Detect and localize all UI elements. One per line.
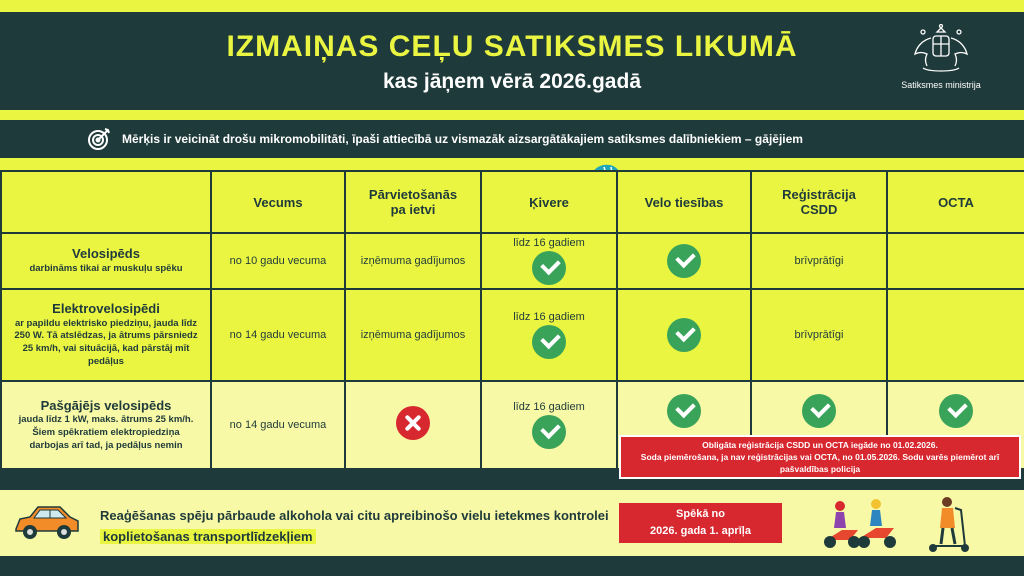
age-cell: no 14 gadu vecuma	[211, 289, 345, 381]
effective-label: Spēkā no	[676, 508, 725, 520]
effective-date-badge	[619, 503, 782, 543]
check-icon	[802, 394, 836, 428]
row-name: Pašgājējs velosipēds	[40, 397, 172, 413]
header-license: Velo tiesības	[617, 171, 751, 233]
cross-icon	[396, 406, 430, 440]
goal-bottom-stripe	[0, 158, 1024, 170]
ministry-name: Satiksmes ministrija	[901, 80, 981, 90]
helmet-cell	[481, 233, 617, 289]
table-row-ebike	[1, 289, 1024, 381]
header-bottom-stripe	[0, 110, 1024, 120]
scooter-rider-icon	[925, 494, 975, 554]
check-icon	[667, 244, 701, 278]
helmet-cell	[481, 381, 617, 469]
row-description: darbināms tikai ar muskuļu spēku	[29, 262, 183, 274]
page-title: IZMAIŅAS CEĻU SATIKSMES LIKUMĀ	[226, 30, 798, 63]
top-stripe	[0, 0, 1024, 12]
header-sidewalk: Pārvietošanās pa ietvi	[345, 171, 481, 233]
header-age: Vecums	[211, 171, 345, 233]
row-label-speed-pedelec	[1, 381, 211, 469]
header-octa: OCTA	[887, 171, 1024, 233]
check-icon	[532, 415, 566, 449]
age-cell: no 14 gadu vecuma	[211, 381, 345, 469]
helmet-note: līdz 16 gadiem	[513, 311, 585, 323]
row-description: jauda līdz 1 kW, maks. ātrums 25 km/h. Šiem spēkratiem elektropiedziņa darbojas arī tad, ja pedāļus nemin	[18, 413, 194, 451]
goal-banner	[0, 124, 1024, 154]
car-icon	[12, 503, 82, 543]
check-icon	[667, 318, 701, 352]
header-blank	[1, 171, 211, 233]
notice-line-2: Soda piemērošana, ja nav reģistrācijas vai OCTA, no 01.05.2026. Sodu varēs piemērot arī pašvaldības policija	[640, 451, 1000, 474]
row-description: ar papildu elektrisko piedziņu, jauda līdz 250 W. Tā atslēdzas, ja ātrums pārsniedz 25 km/h, vai situācijā, kad pārstāj mīt pedāļus	[14, 317, 198, 367]
header-helmet: Ķivere	[481, 171, 617, 233]
helmet-cell	[481, 289, 617, 381]
footer-text-main: Reaģēšanas spēju pārbaude alkohola vai citu apreibinošo vielu ietekmes kontrolei	[100, 508, 609, 523]
footer-text-highlight: koplietošanas transportlīdzekļiem	[100, 529, 316, 544]
regulations-table	[0, 170, 1024, 470]
check-icon	[532, 251, 566, 285]
check-icon	[939, 394, 973, 428]
goal-text: Mērķis ir veicināt drošu mikromobilitāti, īpaši attiecībā uz vismazāk aizsargātākajiem satiksmes dalībniekiem – gājējiem	[122, 132, 803, 146]
coat-of-arms-icon	[905, 24, 977, 78]
row-name: Velosipēds	[72, 246, 140, 262]
registration-cell: brīvprātīgi	[751, 233, 887, 289]
registration-notice	[619, 435, 1021, 479]
octa-cell	[887, 289, 1024, 381]
age-cell: no 10 gadu vecuma	[211, 233, 345, 289]
sidewalk-cell: izņēmuma gadījumos	[345, 289, 481, 381]
check-icon	[532, 325, 566, 359]
sidewalk-cell	[345, 381, 481, 469]
helmet-note: līdz 16 gadiem	[513, 401, 585, 413]
moped-riders-icon	[820, 492, 910, 552]
row-label-bicycle	[1, 233, 211, 289]
footer-text	[100, 506, 620, 548]
helmet-note: līdz 16 gadiem	[513, 237, 585, 249]
check-icon	[667, 394, 701, 428]
registration-cell: brīvprātīgi	[751, 289, 887, 381]
notice-line-1: Obligāta reģistrācija CSDD un OCTA iegāde no 01.02.2026.	[702, 440, 938, 450]
row-name: Elektrovelosipēdi	[52, 301, 160, 317]
page-subtitle: kas jāņem vērā 2026.gadā	[382, 70, 641, 93]
license-cell	[617, 233, 751, 289]
table-header-row	[1, 171, 1024, 233]
effective-date: 2026. gada 1. aprīļa	[650, 524, 751, 537]
table-row-bicycle	[1, 233, 1024, 289]
ministry-logo	[896, 24, 986, 90]
row-label-ebike	[1, 289, 211, 381]
license-cell	[617, 289, 751, 381]
octa-cell	[887, 233, 1024, 289]
sidewalk-cell: izņēmuma gadījumos	[345, 233, 481, 289]
bottom-stripe	[0, 560, 1024, 562]
target-icon	[86, 126, 112, 152]
header-registration: Reģistrācija CSDD	[751, 171, 887, 233]
